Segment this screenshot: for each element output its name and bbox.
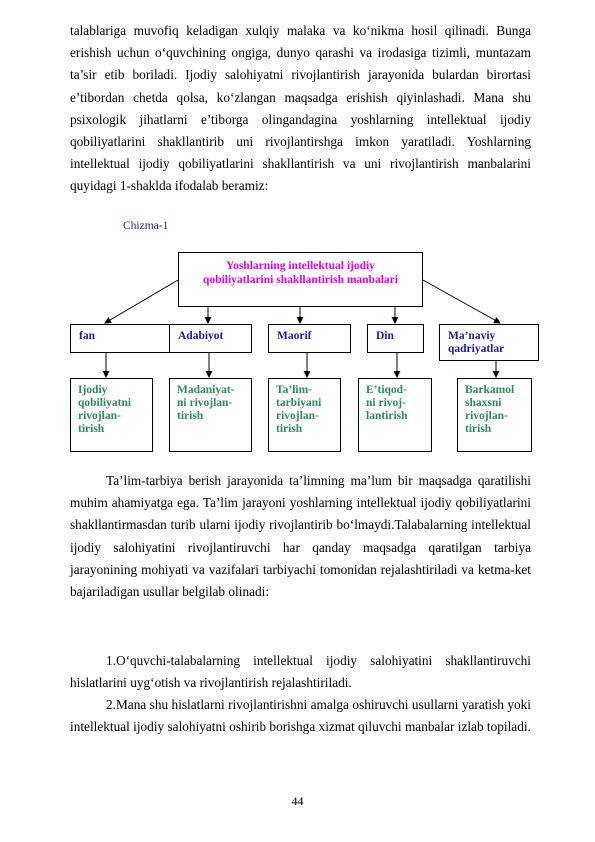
source-label: Adabiyot bbox=[178, 330, 224, 342]
outcome-line: Ta’lim- bbox=[276, 384, 312, 396]
page-number: 44 bbox=[291, 794, 304, 808]
outcome-line: lantirish bbox=[366, 410, 408, 422]
outcome-line: Barkamol bbox=[465, 384, 515, 396]
root-title-line2: qobiliyatlarini shakllantirish manbalari bbox=[203, 274, 398, 286]
root-title-line1: Yoshlarning intellektual ijodiy bbox=[226, 260, 375, 272]
outcome-box-barkamol bbox=[457, 378, 532, 452]
outcome-line: shaxsni bbox=[465, 397, 502, 409]
outcome-box-talim bbox=[268, 378, 341, 452]
outcome-line: tirish bbox=[78, 423, 105, 435]
diagram-caption: Chizma-1 bbox=[123, 220, 169, 232]
outcome-line: Ijodiy bbox=[78, 384, 108, 396]
outcome-line: E’tiqod- bbox=[366, 384, 407, 396]
source-label: Din bbox=[376, 330, 394, 342]
source-box-maorif bbox=[268, 324, 351, 353]
diagram-root-box bbox=[178, 252, 423, 307]
intro-paragraph: talablariga muvofiq keladigan xulqiy malaka va ko‘nikma hosil qilinadi. Bunga erishish uchun o‘quvchining ongiga, dunyo qarashi va irodasiga tizimli, muntazam ta’sir etib boriladi. Ijodiy salohiyatni rivojlantirish jarayonida bulardan birortasi e’tibordan chetda qolsa, ko‘zlangan maqsadga erishish qiyinlashadi. Mana shu psixologik jihatlarni e’tiborga olingandagina yoshlarning intellektual ijodiy qobiliyatlarini shakllantirib uni rivojlantirshga imkon yaratiladi. Yoshlarning intellektual ijodiy qobiliyatlarini shakllantirish va uni rivojlantirish manbalarini quyidagi 1-shaklda ifodalab beramiz: bbox=[70, 23, 531, 194]
body-paragraph-2: Ta’lim-tarbiya berish jarayonida ta’limning ma’lum bir maqsadga qaratilishi muhim ahamiyatga ega. Ta’lim jarayoni yoshlarning intellektual ijodiy qobiliyatlarini shakllantirmasdan turib ularni ijodiy rivojlantirib bo‘lmaydi.Talabalarning intellektual ijodiy salohiyatini rivojlantiruvchi har qanday maqsadga qaratilgan tarbiya jarayonining mohiyati va vazifalari tarbiyachi tomonidan rejalashtiriladi va ketma-ket bajariladigan usullar belgilab olinadi: bbox=[70, 473, 531, 600]
source-label: fan bbox=[79, 330, 95, 342]
body-paragraph-4: 2.Mana shu hislatlarni rivojlantirishni amalga oshiruvchi usullarni yaratish yoki intellektual ijodiy salohiyatni oshirib borishga xizmat qiluvchi manbalar izlab topiladi. bbox=[70, 697, 531, 735]
outcome-line: Madaniyat- bbox=[177, 384, 235, 396]
outcome-line: tarbiyani bbox=[276, 397, 322, 409]
outcome-line: tirish bbox=[177, 410, 204, 422]
outcome-line: ni rivojlan- bbox=[177, 397, 233, 409]
outcome-line: qobiliyatni bbox=[78, 397, 132, 409]
source-box-din bbox=[367, 324, 424, 353]
outcome-box-etiqod bbox=[358, 378, 432, 452]
source-label-line2: qadriyatlar bbox=[448, 343, 505, 355]
outcome-box-madaniyat bbox=[169, 378, 252, 452]
outcome-box-ijodiy bbox=[70, 378, 153, 452]
outcome-line: rivojlan- bbox=[465, 410, 508, 422]
source-box-fan bbox=[70, 324, 172, 353]
outcome-line: tirish bbox=[276, 423, 303, 435]
outcome-line: rivojlan- bbox=[276, 410, 319, 422]
source-label: Maorif bbox=[277, 330, 312, 342]
source-label-line1: Ma’naviy bbox=[448, 330, 496, 342]
source-box-manaviy bbox=[439, 324, 539, 361]
connector-top-fan bbox=[105, 280, 178, 323]
outcome-line: rivojlan- bbox=[78, 410, 121, 422]
outcome-line: ni rivoj- bbox=[366, 397, 406, 409]
body-paragraph-3: 1.O‘quvchi-talabalarning intellektual ijodiy salohiyatini shakllantiruvchi hislatlarini uyg‘otish va rivojlantirish rejalashtiriladi. bbox=[70, 653, 531, 691]
source-box-adabiyot bbox=[169, 324, 252, 353]
connector-top-manaviy bbox=[423, 280, 500, 323]
outcome-line: tirish bbox=[465, 423, 492, 435]
